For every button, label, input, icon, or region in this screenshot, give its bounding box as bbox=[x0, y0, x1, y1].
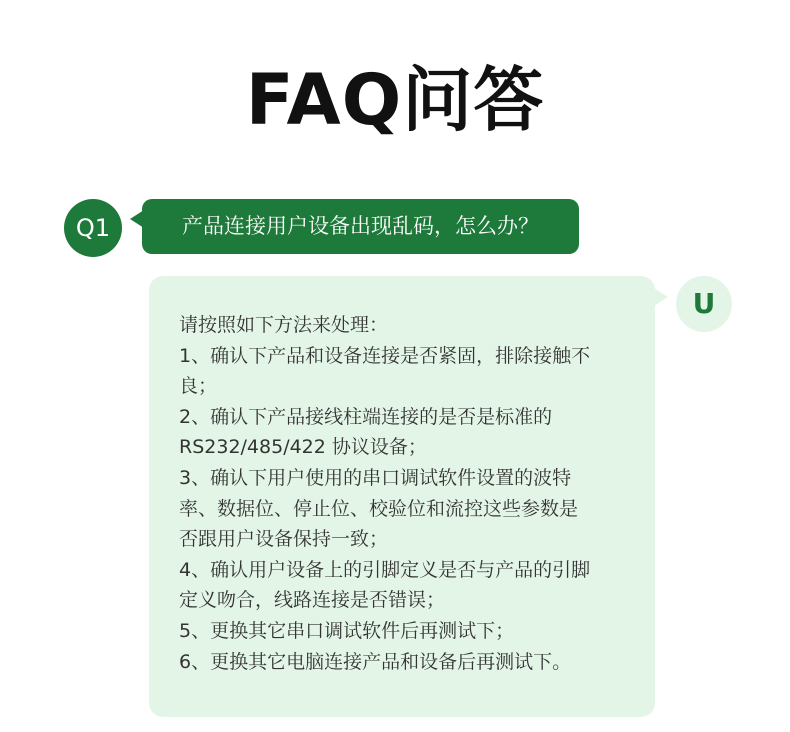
question-bubble: 产品连接用户设备出现乱码，怎么办？ bbox=[142, 199, 579, 254]
answer-line: 4、确认用户设备上的引脚定义是否与产品的引脚 bbox=[179, 558, 591, 581]
answer-line: 1、确认下产品和设备连接是否紧固，排除接触不 bbox=[179, 344, 591, 367]
answer-line: 定义吻合，线路连接是否错误； bbox=[179, 589, 446, 612]
question-badge: Q1 bbox=[64, 199, 122, 257]
answer-line: RS232/485/422 协议设备； bbox=[179, 436, 427, 459]
answer-line: 3、确认下用户使用的串口调试软件设置的波特 bbox=[179, 466, 572, 489]
answer-line: 良； bbox=[179, 375, 218, 398]
answer-line: 请按照如下方法来处理： bbox=[179, 314, 389, 336]
page-title: FAQ问答 bbox=[245, 59, 545, 141]
answer-line: 2、确认下产品接线柱端连接的是否是标准的 bbox=[179, 405, 553, 428]
answer-line: 率、数据位、停止位、校验位和流控这些参数是 bbox=[179, 497, 579, 520]
answer-bubble bbox=[149, 276, 655, 717]
answer-line: 6、更换其它电脑连接产品和设备后再测试下。 bbox=[179, 650, 572, 673]
user-badge: U bbox=[676, 276, 732, 332]
answer-bubble-tail bbox=[654, 288, 668, 306]
answer-line: 否跟用户设备保持一致； bbox=[179, 528, 389, 551]
answer-line: 5、更换其它串口调试软件后再测试下； bbox=[179, 619, 515, 642]
